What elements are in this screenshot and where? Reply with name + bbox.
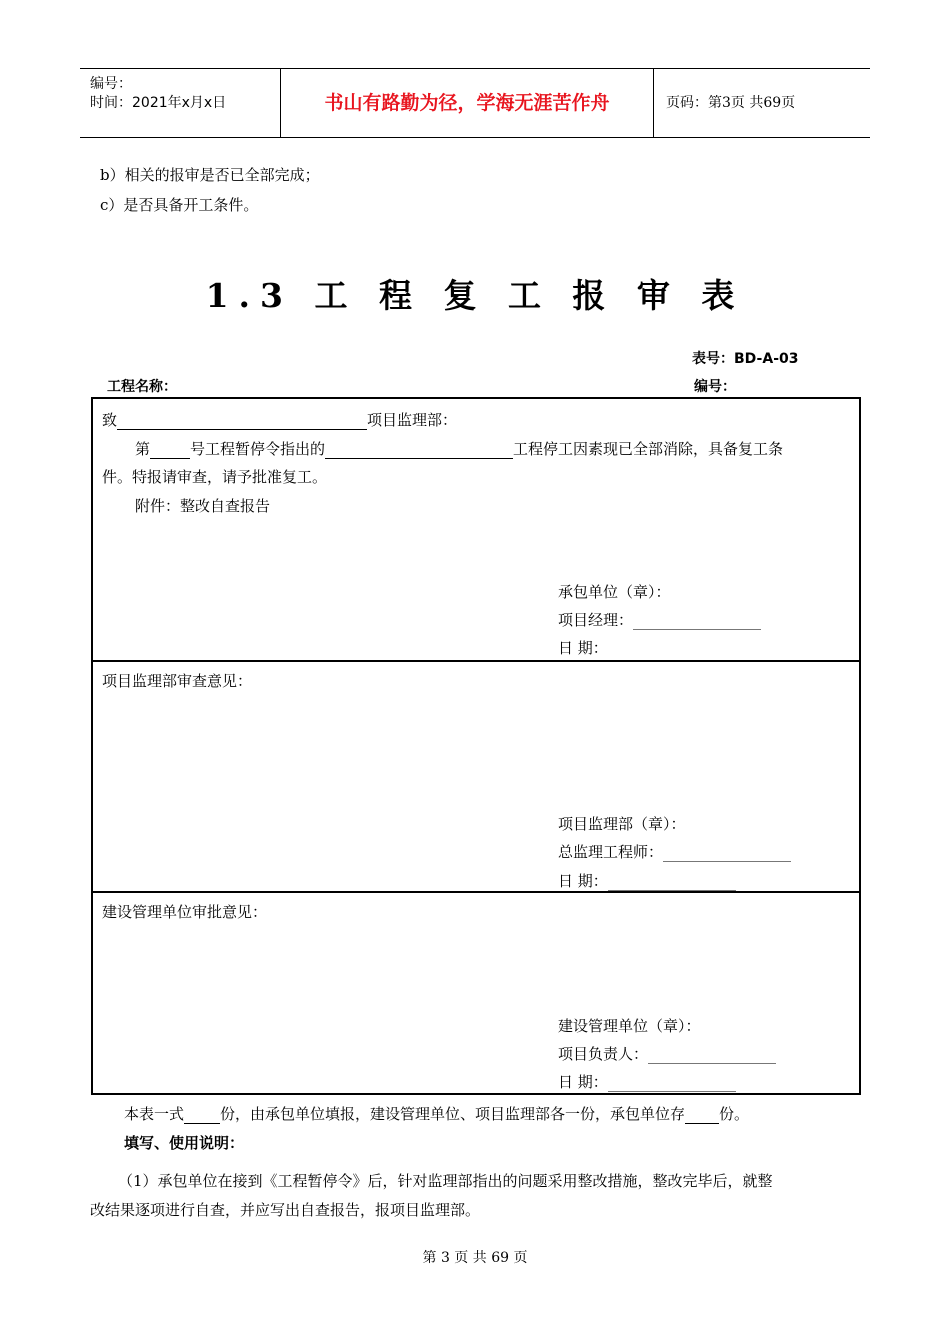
- statement-line: [135, 438, 783, 459]
- form-number: 表号：BD-A-03: [692, 351, 799, 367]
- to-prefix: 致: [102, 411, 118, 429]
- page-info: 页码：第3页 共69页: [666, 95, 796, 111]
- statement-a: 第: [135, 440, 151, 458]
- number-label: 编号：: [90, 76, 132, 92]
- page-title: 1.3 工 程 复 工 报 审 表: [205, 276, 745, 315]
- owner-date-field[interactable]: [608, 1075, 736, 1092]
- attachment-line: 附件：整改自查报告: [135, 497, 271, 515]
- copies-line: [124, 1103, 749, 1124]
- copies-b: 份，由承包单位填报，建设管理单位、项目监理部各一份，承包单位存: [220, 1105, 686, 1123]
- project-manager-field[interactable]: [633, 613, 761, 630]
- copies-kept-field[interactable]: [685, 1107, 719, 1124]
- addressee-line: [102, 409, 457, 430]
- supervision-date-line: [558, 870, 736, 891]
- owner-date-label: 日 期：: [558, 1073, 608, 1091]
- chief-engineer-label: 总监理工程师：: [558, 843, 664, 861]
- copies-c: 份。: [719, 1105, 750, 1123]
- contractor-seal-label: 承包单位（章）：: [558, 583, 671, 601]
- header-left-cell: [80, 69, 281, 137]
- to-suffix: 项目监理部：: [367, 411, 458, 429]
- instruction-1-line-2: 改结果逐项进行自查，并应写出自查报告，报项目监理部。: [90, 1201, 481, 1219]
- supervision-seal-label: 项目监理部（章）：: [558, 815, 686, 833]
- statement-c: 工程停工因素现已全部消除，具备复工条: [513, 440, 784, 458]
- intro-line-c: c）是否具备开工条件。: [100, 196, 259, 214]
- serial-label: 编号：: [694, 379, 736, 395]
- project-manager-label: 项目经理：: [558, 611, 634, 629]
- addressee-field[interactable]: [117, 413, 367, 430]
- instructions-heading: 填写、使用说明：: [124, 1134, 245, 1152]
- page-header: [80, 68, 870, 138]
- supervision-opinion-heading: 项目监理部审查意见：: [102, 672, 253, 690]
- contractor-date-label: 日 期：: [558, 639, 608, 657]
- owner-date-line: [558, 1071, 736, 1092]
- statement-line-2: 件。特报请审查，请予批准复工。: [102, 468, 328, 486]
- project-name-label: 工程名称：: [107, 379, 177, 395]
- owner-seal-label: 建设管理单位（章）：: [558, 1017, 701, 1035]
- supervision-date-field[interactable]: [608, 874, 736, 891]
- section-divider-2: [93, 891, 859, 893]
- project-manager-line: [558, 609, 761, 630]
- motto: 书山有路勤为径，学海无涯苦作舟: [281, 69, 654, 137]
- owner-opinion-heading: 建设管理单位审批意见：: [102, 903, 268, 921]
- review-form: [91, 397, 861, 1095]
- time-label: 时间：2021年x月x日: [90, 95, 227, 111]
- page-footer: 第 3 页 共 69 页: [422, 1250, 528, 1266]
- copies-total-field[interactable]: [184, 1107, 220, 1124]
- chief-engineer-line: [558, 841, 791, 862]
- statement-b: 号工程暂停令指出的: [190, 440, 326, 458]
- instruction-1-line-1: （1）承包单位在接到《工程暂停令》后，针对监理部指出的问题采用整改措施，整改完毕后，就整: [118, 1172, 773, 1190]
- owner-leader-label: 项目负责人：: [558, 1045, 649, 1063]
- project-field[interactable]: [325, 442, 513, 459]
- owner-leader-line: [558, 1043, 776, 1064]
- intro-line-b: b）相关的报审是否已全部完成；: [100, 166, 320, 184]
- section-divider-1: [93, 660, 859, 662]
- copies-a: 本表一式: [124, 1105, 185, 1123]
- owner-leader-field[interactable]: [648, 1047, 776, 1064]
- supervision-date-label: 日 期：: [558, 872, 608, 890]
- chief-engineer-field[interactable]: [663, 845, 791, 862]
- order-number-field[interactable]: [150, 442, 190, 459]
